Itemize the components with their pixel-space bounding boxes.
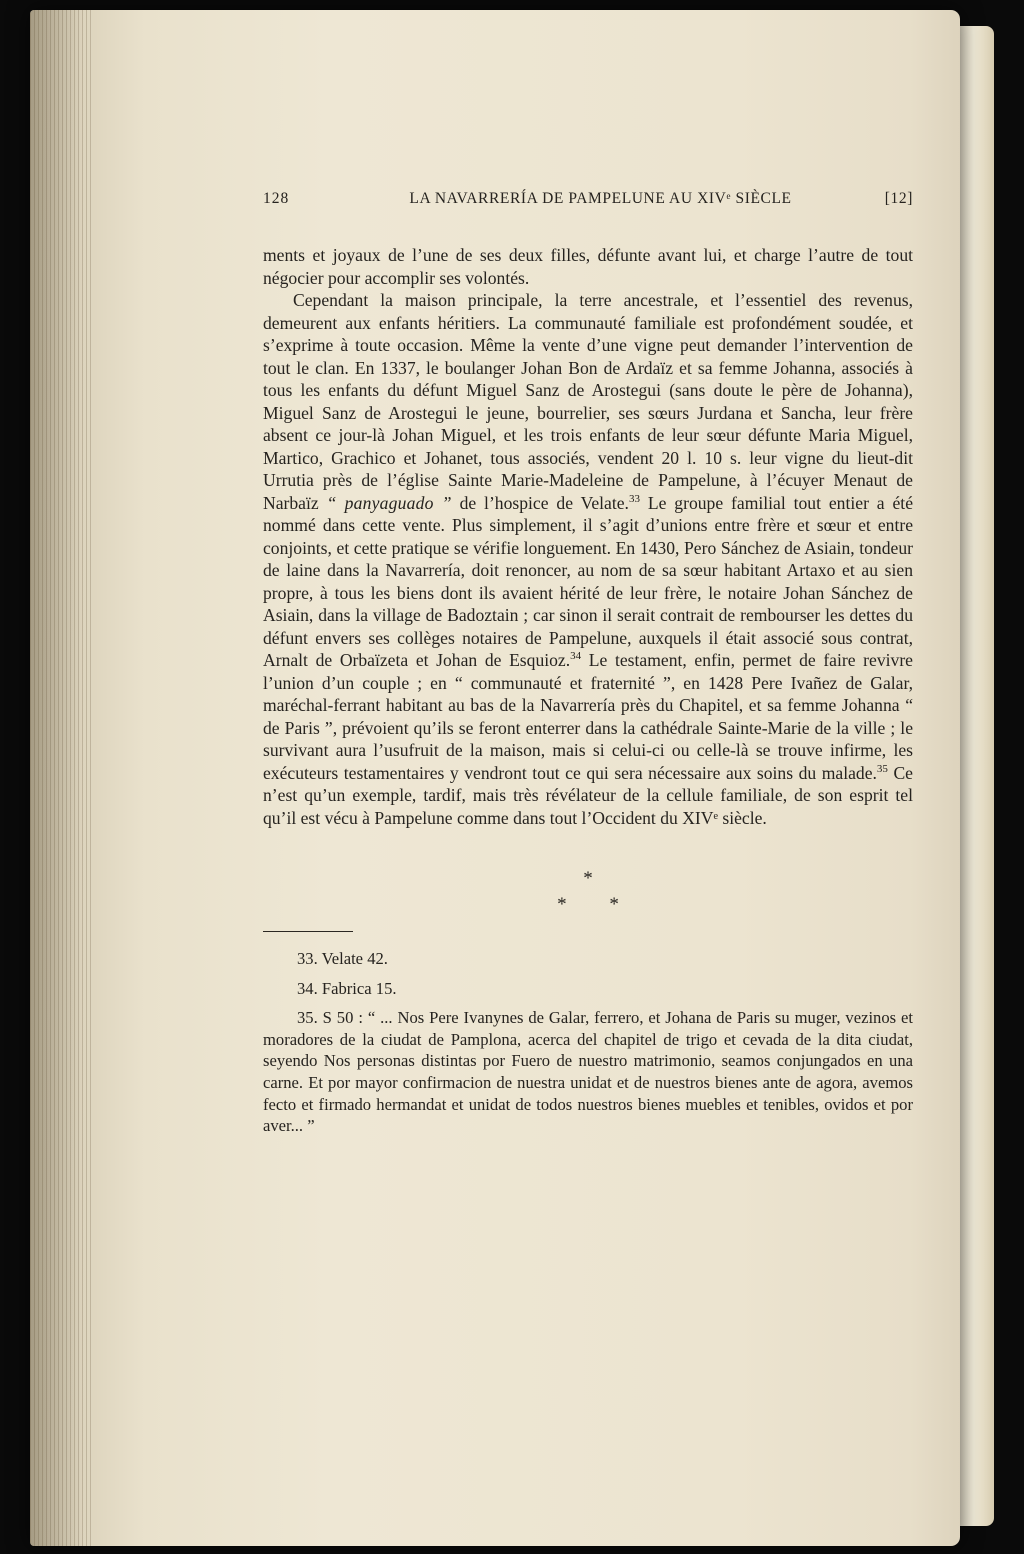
footnote-marker: 34 [570, 650, 582, 663]
footnote-marker: 35 [876, 762, 888, 775]
page-header [263, 190, 913, 208]
book-page [30, 10, 960, 1546]
asterisk-right: * [609, 894, 619, 915]
paragraph [263, 978, 913, 1000]
footnote-marker: 33 [628, 492, 640, 505]
text-segment: 33. Velate 42. [297, 949, 388, 968]
text-segment: de l’hospice de Velate. [451, 492, 629, 513]
page-stack-edge [30, 10, 92, 1546]
paragraph [263, 1007, 913, 1137]
body-text [263, 244, 913, 829]
paragraph [263, 948, 913, 970]
paragraph [263, 289, 913, 829]
asterisk-pair [263, 895, 913, 915]
footnote-rule [263, 931, 353, 932]
text-segment: Ce n’est qu’un exemple, tardif, mais très révélateur de la cellule familiale, de son esprit tel qu’il est vécu à Pampelune comme dans tout l’Occident du XIVᵉ siècle. [263, 762, 913, 828]
text-segment: Cependant la maison principale, la terre ancestrale, et l’essentiel des revenus, demeurent aux enfants héritiers. La communauté familiale est profondément soudée, et s’exprime à toute occasion. Même la vente d’une vigne peut demander l’intervention de tout le clan. En 1337, le boulanger Johan Bon de Ardaïz et sa femme Johanna, associés à tous les enfants du défunt Miguel Sanz de Arostegui (sans doute le père de Johanna), Miguel Sanz de Arostegui le jeune, bourrelier, ses sœurs Jurdana et Sancha, leur frère absent ce jour-là Johan Miguel, et les trois enfants de leur sœur défunte Maria Miguel, Martico, Grachico et Johanet, tous associés, vendent 20 l. 10 s. leur vigne du lieut-dit Urrutia près de l’église Sainte Marie-Madeleine de Pampelune, à l’écuyer Menaut de Narbaïz [263, 290, 913, 513]
paragraph [263, 244, 913, 289]
text-segment: ments et joyaux de l’une de ses deux filles, défunte avant lui, et charge l’autre de tout négocier pour accomplir ses volontés. [263, 245, 913, 288]
column-reference: [12] [884, 190, 913, 207]
asterisk-left: * [557, 894, 567, 915]
asterisk-separator [263, 869, 913, 915]
footnotes [263, 948, 913, 1137]
page-number: 128 [263, 190, 290, 207]
text-segment: Le testament, enfin, permet de faire revivre l’union d’un couple ; en “ communauté et fraternité ”, en 1428 Pere Ivañez de Galar, maréchal-ferrant habitant au bas de la Navarrería près du Chapitel, et sa femme Johanna “ de Paris ”, prévoient qu’ils se feront enterrer dans la cathédrale Sainte-Marie de la ville ; le survivant aura l’usufruit de la maison, mais si celui-ci ou celle-là se trouve infirme, les exécuteurs testamentaires y vendront tout ce qui sera nécessaire aux soins du malade. [263, 650, 913, 783]
text-segment: 34. Fabrica 15. [297, 978, 397, 998]
page-content [263, 190, 913, 1145]
text-segment: Le groupe familial tout entier a été nommé dans cette vente. Plus simplement, il s’agit d’unions entre frère et sœur et entre conjoints, et cette pratique se vérifie longuement. En 1430, Pero Sánchez de Asiain, tondeur de laine dans la Navarrería, doit renoncer, au nom de sa sœur habitant Artaxo et au sien propre, à tous les biens dont ils avaient hérité de leur frère, le notaire Johan Sánchez de Asiain, dans la village de Badoztain ; car sinon il serait contrait de rembourser les dettes du défunt envers ses collèges notaires de Pampelune, auxquels il était associé sous contrat, Arnalt de Orbaïzeta et Johan de Esquioz. [263, 492, 914, 670]
asterisk-top: * [583, 868, 593, 889]
running-title: LA NAVARRERÍA DE PAMPELUNE AU XIVᵉ SIÈCLE [409, 190, 792, 207]
text-segment: 35. S 50 : “ ... Nos Pere Ivanynes de Galar, ferrero, et Johana de Paris su muger, vezinos et moradores de la ciudat de Pamplona, acerca del chapitel de trigo et cevada de la dita ciudat, seyendo Nos personas distintas por Fuero de nuestro matrimonio, seamos conjungados en una carne. Et por mayor confirmacion de nuestra unidat et de nuestros bienes ante de agora, avemos fecto et firmado hermandat et unidat de todos nuestros bienes muebles et tenibles, ovidos et por aver... ” [263, 1008, 913, 1136]
text-segment: “ panyaguado ” [326, 492, 452, 513]
